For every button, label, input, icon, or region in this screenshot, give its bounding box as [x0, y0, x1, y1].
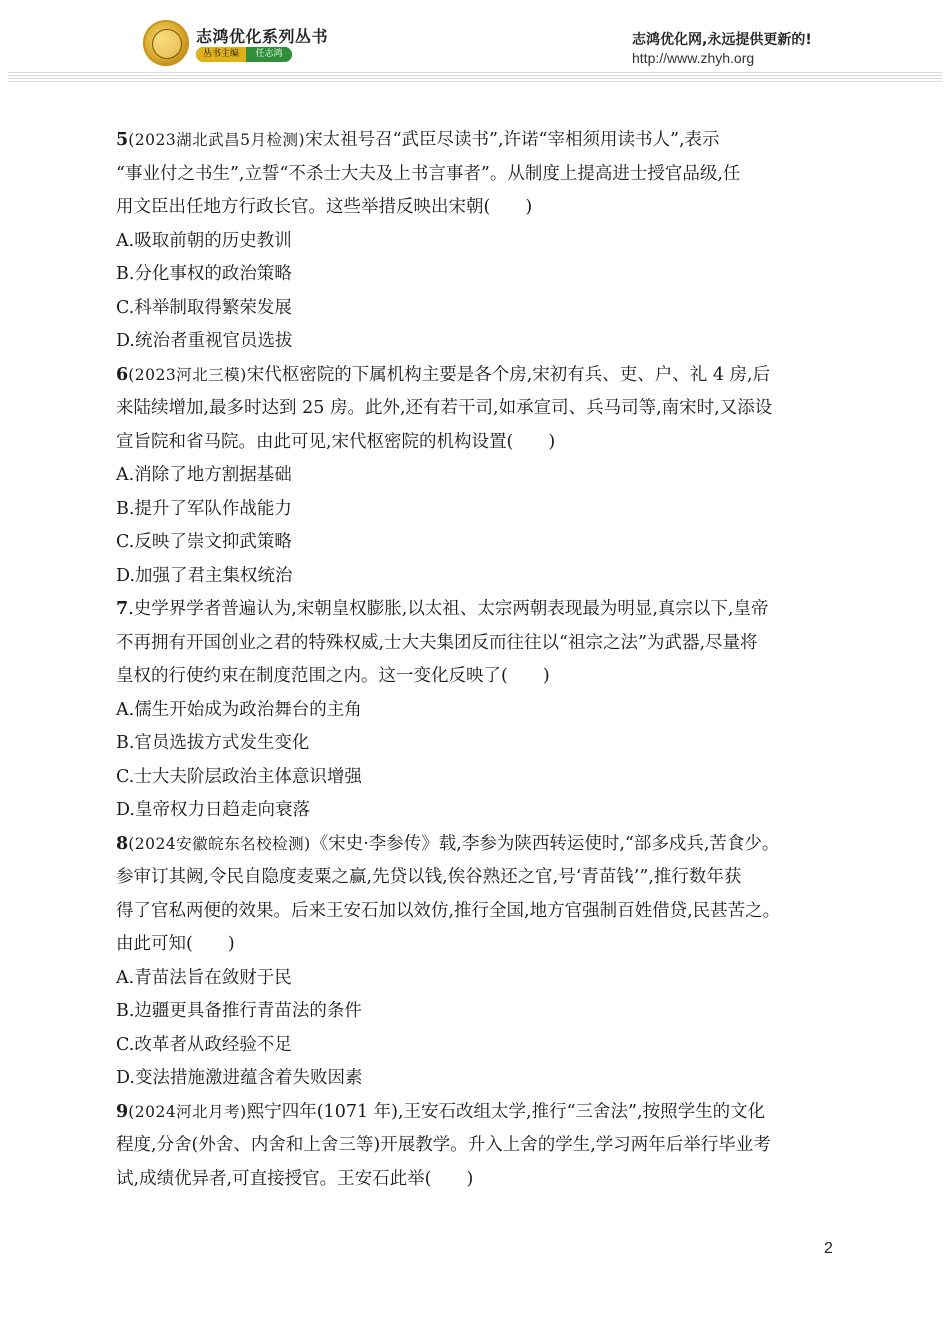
answer-option: D.皇帝权力日趋走向衰落	[116, 800, 310, 820]
question-stem-line: 来陆续增加,最多时达到 25 房。此外,还有若干司,如承宣司、兵马司等,南宋时,又添设	[116, 398, 773, 418]
header-divider	[8, 72, 942, 82]
question-8	[116, 828, 838, 1096]
question-stem-line: 程度,分舍(外舍、内舍和上舍三等)开展教学。升入上舍的学生,学习两年后举行毕业考	[116, 1135, 771, 1155]
page-number: 2	[824, 1240, 833, 1257]
publisher-seal-logo	[143, 20, 189, 66]
question-stem-line: 得了官私两便的效果。后来王安石加以效仿,推行全国,地方官强制百姓借贷,民甚苦之。	[116, 900, 781, 921]
question-stem-line: 皇权的行使约束在制度范围之内。这一变化反映了( )	[116, 666, 550, 686]
series-editor-bar	[196, 47, 292, 62]
question-stem-line: 7.史学界学者普遍认为,宋朝皇权膨胀,以太祖、太宗两朝表现最为明显,真宗以下,皇帝	[116, 599, 769, 619]
answer-option: B.边疆更具备推行青苗法的条件	[116, 1001, 362, 1021]
header-slogan: 志鸿优化网,永远提供更新的!	[632, 32, 812, 48]
question-list	[116, 124, 838, 1196]
question-number: 6	[116, 364, 129, 385]
question-stem-line: 8(2024安徽皖东名校检测)《宋史·李参传》载,李参为陕西转运使时,“部多戍兵,苦食少。	[116, 833, 780, 854]
answer-option: D.变法措施激进蕴含着失败因素	[116, 1068, 363, 1088]
answer-option: B.分化事权的政治策略	[116, 264, 292, 284]
question-source: (2023河北三模)	[128, 365, 247, 384]
series-editor-label: 丛书主编	[196, 47, 246, 62]
question-stem-line: 不再拥有开国创业之君的特殊权威,士大夫集团反而往往以“祖宗之法”为武器,尽量将	[116, 632, 758, 653]
page-header	[0, 0, 950, 82]
answer-option: C.改革者从政经验不足	[116, 1034, 292, 1055]
answer-option: D.统治者重视官员选拔	[116, 331, 293, 351]
series-brand-title: 志鸿优化系列丛书	[196, 27, 329, 46]
answer-option: C.反映了崇文抑武策略	[116, 532, 292, 552]
answer-option: A.消除了地方割据基础	[116, 465, 292, 485]
answer-option: C.科举制取得繁荣发展	[116, 297, 292, 318]
question-stem-line: 用文臣出任地方行政长官。这些举措反映出宋朝( )	[116, 197, 533, 217]
question-stem-line: 6(2023河北三模)宋代枢密院的下属机构主要是各个房,宋初有兵、吏、户、礼 4 房,后	[116, 364, 771, 385]
answer-option: A.儒生开始成为政治舞台的主角	[116, 699, 362, 720]
question-stem-line: 9(2024河北月考)熙宁四年(1071 年),王安石改组太学,推行“三舍法”,按照学生的文化	[116, 1101, 766, 1122]
question-6	[116, 359, 838, 594]
question-number: 7	[116, 599, 129, 619]
question-stem-line: 参审订其阙,令民自隐度麦粟之赢,先贷以钱,俟谷熟还之官,号‘青苗钱’”,推行数年获	[116, 867, 742, 887]
question-number: 5	[116, 130, 129, 150]
answer-option: B.提升了军队作战能力	[116, 498, 292, 519]
question-9	[116, 1096, 838, 1197]
series-editor-name: 任志鸿	[246, 47, 292, 62]
answer-option: C.士大夫阶层政治主体意识增强	[116, 766, 362, 787]
answer-option: B.官员选拔方式发生变化	[116, 733, 310, 753]
question-source: (2023湖北武昌5月检测)	[128, 131, 306, 149]
question-number: 8	[116, 833, 129, 854]
question-7	[116, 593, 838, 828]
question-stem-line: 由此可知( )	[116, 934, 235, 954]
question-stem-line: “事业付之书生”,立誓“不杀士大夫及上书言事者”。从制度上提高进士授官品级,任	[116, 163, 741, 184]
question-source: (2024安徽皖东名校检测)	[128, 834, 311, 853]
question-5	[116, 124, 838, 359]
question-stem-line: 宣旨院和省马院。由此可见,宋代枢密院的机构设置( )	[116, 431, 556, 452]
header-url: http://www.zhyh.org	[632, 50, 755, 66]
question-source: (2024河北月考)	[128, 1102, 247, 1121]
question-number: 9	[116, 1101, 129, 1122]
answer-option: A.青苗法旨在敛财于民	[116, 967, 292, 988]
answer-option: A.吸取前朝的历史教训	[116, 230, 292, 251]
question-stem-line: 5(2023湖北武昌5月检测)宋太祖号召“武臣尽读书”,许诺“宰相须用读书人”,表示	[116, 130, 720, 150]
question-stem-line: 试,成绩优异者,可直接授官。王安石此举( )	[116, 1168, 474, 1189]
answer-option: D.加强了君主集权统治	[116, 565, 293, 586]
